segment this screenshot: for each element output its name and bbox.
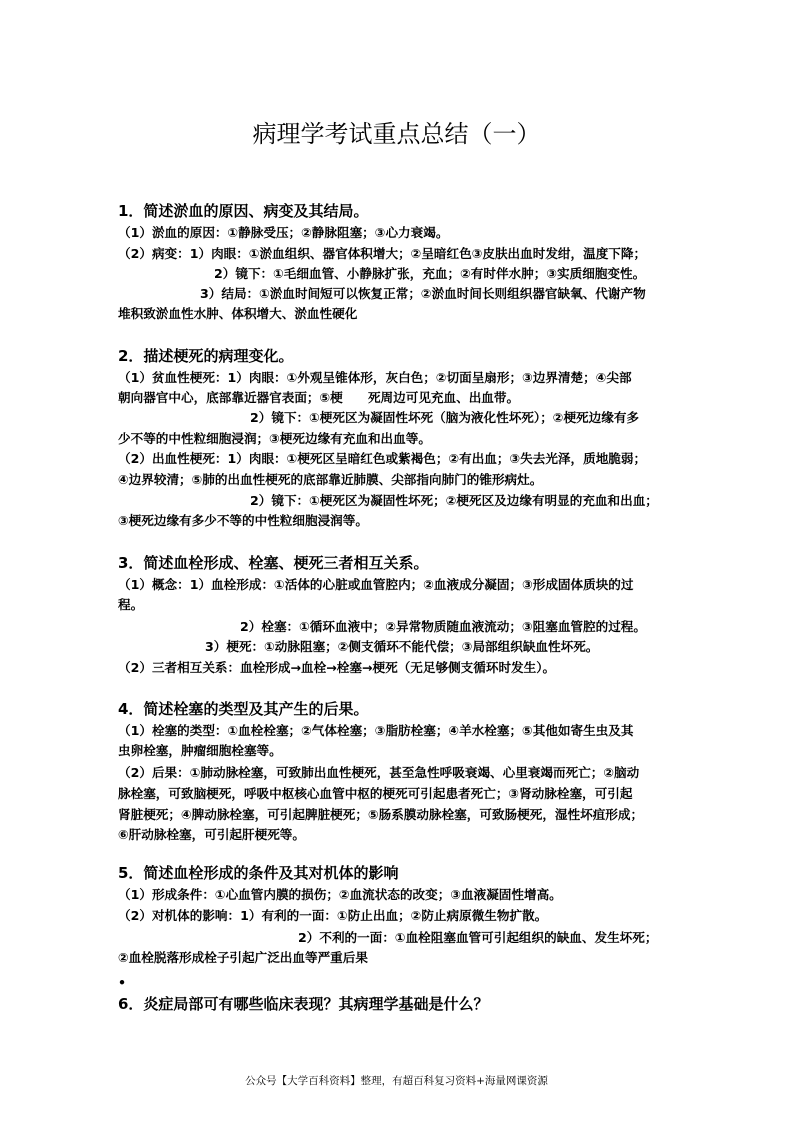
text-line: 程。: [118, 597, 144, 612]
section-heading: 4．简述栓塞的类型及其产生的后果。: [118, 700, 369, 718]
text-line: （1）贫血性梗死：1）肉眼：①外观呈锥体形，灰白色；②切面呈扇形；③边界清楚；④尖部: [118, 370, 632, 385]
section-heading: 6．炎症局部可有哪些临床表现？其病理学基础是什么？: [118, 995, 489, 1013]
text-line: 虫卵栓塞，肿瘤细胞栓塞等。: [118, 743, 282, 758]
text-line: （1）概念：1）血栓形成：①活体的心脏或血管腔内；②血液成分凝固；③形成固体质块的过: [118, 577, 634, 592]
text-line: 2）镜下：①梗死区为凝固性坏死；②梗死区及边缘有明显的充血和出血；: [250, 493, 658, 508]
page-title: 病理学考试重点总结（一）: [252, 120, 541, 148]
section-heading: 5．简述血栓形成的条件及其对机体的影响: [118, 864, 399, 882]
text-line: 少不等的中性粒细胞浸润；③梗死边缘有充血和出血等。: [118, 431, 431, 446]
text-line: 3）梗死：①动脉阻塞；②侧支循环不能代偿；③局部组织缺血性坏死。: [205, 639, 599, 654]
text-line: 2）栓塞：①循环血液中；②异常物质随血液流动；③阻塞血管腔的过程。: [240, 619, 646, 634]
text-line: 3）结局：①淤血时间短可以恢复正常；②淤血时间长则组织器官缺氧、代谢产物: [200, 286, 646, 301]
bullet: •: [118, 975, 127, 990]
text-line: （2）出血性梗死：1）肉眼：①梗死区呈暗红色或紫褐色；②有出血；③失去光泽，质地脆弱；: [118, 451, 647, 466]
text-line: ③梗死边缘有多少不等的中性粒细胞浸润等。: [118, 513, 368, 528]
text-line: （2）病变：1）肉眼：①淤血组织、器官体积增大；②呈暗红色③皮肤出血时发绀，温度下降；: [118, 246, 647, 261]
text-line: ⑥肝动脉栓塞，可引起肝梗死等。: [118, 827, 305, 842]
text-line: 肾脏梗死；④脾动脉栓塞，可引起脾脏梗死；⑤肠系膜动脉栓塞，可致肠梗死，湿性坏疽形成；: [118, 807, 644, 822]
text-line: （2）对机体的影响：1）有利的一面：①防止出血；②防止病原微生物扩散。: [118, 908, 548, 923]
section-heading: 3．简述血栓形成、栓塞、梗死三者相互关系。: [118, 554, 429, 572]
text-line: ④边界较清；⑤肺的出血性梗死的底部靠近肺膜、尖部指向肺门的锥形病灶。: [118, 472, 543, 487]
text-line: 脉栓塞，可致脑梗死，呼吸中枢核心血管中枢的梗死可引起患者死亡；③肾动脉栓塞，可引起: [118, 786, 633, 801]
text-line: （1）形成条件：①心血管内膜的损伤；②血流状态的改变；③血液凝固性增高。: [118, 887, 562, 902]
section-heading: 1．简述淤血的原因、病变及其结局。: [118, 202, 369, 220]
text-line: 2）镜下：①梗死区为凝固性坏死（脑为液化性坏死）；②梗死边缘有多: [250, 410, 640, 425]
text-line: ②血栓脱落形成栓子引起广泛出血等严重后果: [118, 950, 368, 965]
text-line: （2）三者相互关系：血栓形成→血栓→栓塞→梗死（无足够侧支循环时发生）。: [118, 660, 556, 675]
text-line: （1）淤血的原因：①静脉受压；②静脉阻塞；③心力衰竭。: [118, 225, 449, 240]
footer-note: 公众号【大学百科资料】整理，有超百科复习资料+海量网课资源: [245, 1075, 548, 1087]
text-line: （2）后果：①肺动脉栓塞，可致肺出血性梗死，甚至急性呼吸衰竭、心里衰竭而死亡；②脑动: [118, 765, 640, 780]
text-line: 2）不利的一面：①血栓阻塞血管可引起组织的缺血、发生坏死；: [298, 930, 658, 945]
text-line: 2）镜下：①毛细血管、小静脉扩张，充血；②有时伴水肿；③实质细胞变性。: [214, 266, 646, 281]
text-line: 堆积致淤血性水肿、体积增大、淤血性硬化: [118, 306, 358, 321]
section-heading: 2．描述梗死的病理变化。: [118, 347, 294, 365]
text-line: （1）栓塞的类型：①血栓栓塞；②气体栓塞；③脂肪栓塞；④羊水栓塞；⑤其他如寄生虫及其: [118, 723, 634, 738]
text-line: 朝向器官中心，底部靠近器官表面；⑤梗 死周边可见充血、出血带。: [118, 390, 520, 405]
